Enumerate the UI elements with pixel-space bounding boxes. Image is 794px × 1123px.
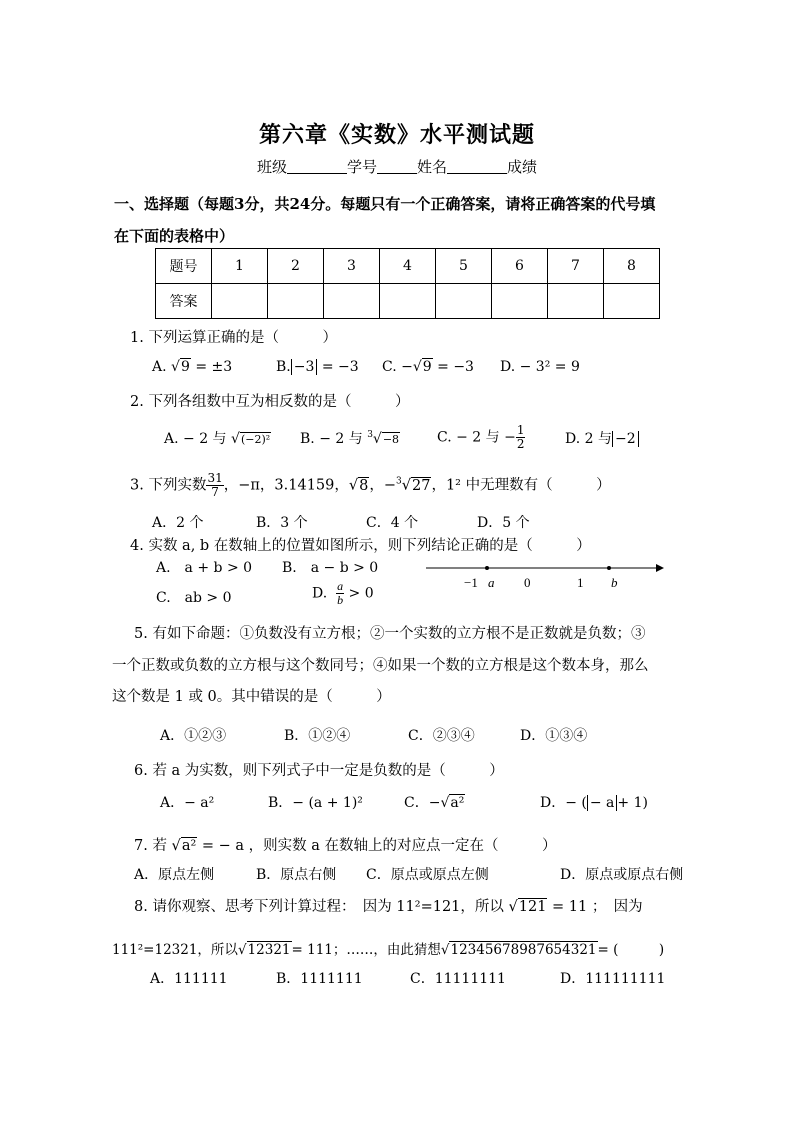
q8-option-a: A．111111 [150,971,228,987]
q7-option-a: A．原点左侧 [134,867,215,883]
number-line-diagram [420,558,665,594]
point-a-dot [485,566,489,570]
answer-cell[interactable] [492,284,548,319]
qnum-cell: 6 [492,249,548,284]
answer-cell[interactable] [212,284,268,319]
q4-option-b: B. a − b > 0 [282,560,379,576]
q5-option-c: C．②③④ [408,728,475,744]
q5-option-a: A．①②③ [160,728,227,744]
qnum-cell: 8 [604,249,660,284]
section-heading-line1: 一、选择题（每题3分，共24分。每题只有一个正确答案，请将正确答案的代号填 [114,195,656,213]
q4-option-c: C. ab > 0 [156,590,232,606]
q1-stem: 1. 下列运算正确的是（ ） [130,330,337,346]
point-b-dot [607,566,611,570]
q3-stem: 3. 下列实数 $\frac{31}{7}$ ，−π，3.14159，√8，−$^3$√27，1² 中无理数有（ ） [130,471,611,499]
q8-line2: 111²=12321，所以√12321= 111；……，由此猜想√12345678987654321= ( ) [112,942,665,958]
tick-label-1: 1 [577,575,584,590]
q6-stem: 6. 若 a 为实数，则下列式子中一定是负数的是（ ） [134,763,504,779]
arrow-head-icon [656,564,664,572]
tick-label-b: b [611,575,618,590]
q2-option-c: C. − 2 与 − $\frac{1}{2}$ [437,423,525,451]
q6-option-a: A．− a² [160,795,215,811]
q1-option-d: D. − 3² = 9 [500,359,580,375]
q6-option-c: C．−√a² [404,795,465,811]
name-label: 姓名 [417,158,448,176]
q5-line1: 5. 有如下命题：①负数没有立方根；②一个实数的立方根不是正数就是负数；③ [134,626,646,642]
q4-option-d: D. $\frac{a}{b}$ > 0 [312,579,374,607]
q6-option-b: B．− (a + 1)² [268,795,363,811]
number-label: 学号 [346,158,377,176]
q3-option-d: D．5 个 [477,515,530,531]
answer-cell[interactable] [380,284,436,319]
q8-line1: 8. 请你观察、思考下列计算过程： 因为 11²=121，所以 √121 = 11 ； 因为 [134,899,643,915]
q4-stem: 4. 实数 a, b 在数轴上的位置如图所示，则下列结论正确的是（ ） [130,538,591,554]
answer-row [156,284,660,319]
q5-line2: 一个正数或负数的立方根与这个数同号；④如果一个数的立方根是这个数本身，那么 [112,658,649,674]
q8-option-b: B．1111111 [276,971,363,987]
name-blank [447,159,507,174]
q8-option-c: C．11111111 [410,971,506,987]
score-label: 成绩 [507,158,538,176]
q1-option-c: C. −√9 = −3 [382,359,474,375]
answer-cell[interactable] [548,284,604,319]
q3-option-c: C．4 个 [366,515,419,531]
q5-option-d: D．①③④ [520,728,588,744]
q8-option-d: D．111111111 [560,971,666,987]
q7-option-b: B．原点右侧 [256,867,337,883]
qnum-cell: 5 [436,249,492,284]
section-heading-line2: 在下面的表格中） [114,227,235,245]
qnum-cell: 2 [268,249,324,284]
q7-stem: 7. 若 √a² = − a ，则实数 a 在数轴上的对应点一定在（ ） [134,838,557,854]
q2-option-d: D. 2 与 −2 [565,428,639,448]
qnum-cell: 4 [380,249,436,284]
q5-line3: 这个数是 1 或 0。其中错误的是（ ） [112,689,391,705]
answer-cell[interactable] [268,284,324,319]
row-label-number: 题号 [156,249,212,284]
q3-option-a: A．2 个 [152,515,204,531]
qnum-cell: 1 [212,249,268,284]
q7-option-d: D．原点或原点右侧 [560,867,684,883]
answer-cell[interactable] [604,284,660,319]
q4-option-a: A. a + b > 0 [156,560,253,576]
answer-cell[interactable] [436,284,492,319]
q2-option-b: B. − 2 与 $^3$√−8 [300,430,400,447]
q1-option-b: B. −3 = −3 [276,359,359,375]
answer-cell[interactable] [324,284,380,319]
q2-stem: 2. 下列各组数中互为相反数的是（ ） [130,394,410,410]
q6-option-d: D．− ( − a + 1) [540,795,648,811]
tick-label-0: 0 [524,575,531,590]
tick-label-neg1: −1 [464,575,478,590]
q3-option-b: B．3 个 [256,515,308,531]
q1-option-a: A. √9 = ±3 [152,359,233,375]
number-blank [377,159,417,174]
q2-option-a: A. − 2 与 √(−2)² [164,431,271,447]
student-info-line [0,156,794,177]
page-title: 第六章《实数》水平测试题 [258,122,535,148]
class-label: 班级 [256,158,287,176]
q5-option-b: B．①②④ [284,728,351,744]
question-number-row [156,249,660,284]
answer-table [155,248,660,319]
tick-label-a: a [488,575,495,590]
class-blank [287,159,347,174]
qnum-cell: 7 [548,249,604,284]
row-label-answer: 答案 [156,284,212,319]
q7-option-c: C．原点或原点左侧 [366,867,489,883]
qnum-cell: 3 [324,249,380,284]
